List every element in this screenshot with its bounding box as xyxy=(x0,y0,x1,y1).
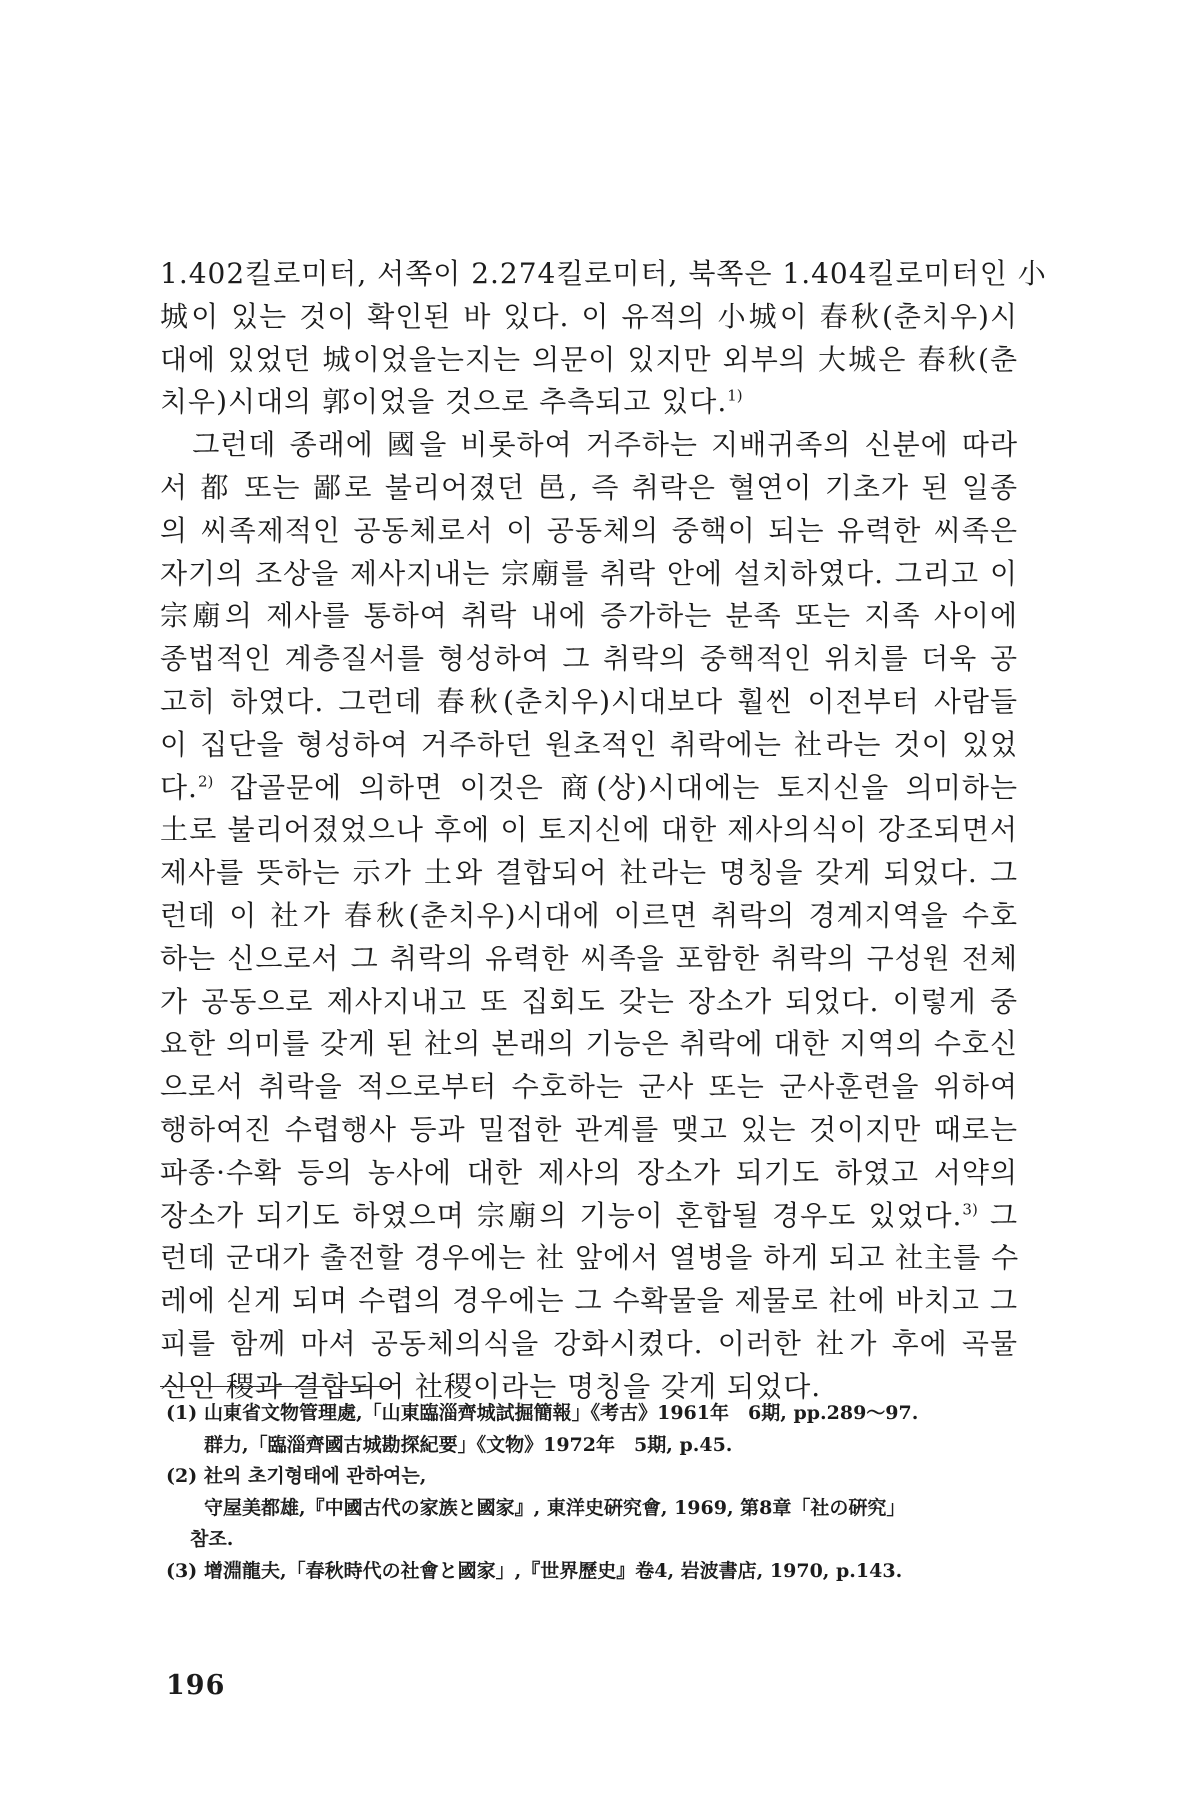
footnote-divider xyxy=(160,1386,390,1387)
text-line: 宗廟의 제사를 통하여 취락 내에 증가하는 분족 또는 지족 사이에 xyxy=(160,599,1018,633)
footnote-2-continued: 참조. xyxy=(190,1528,234,1550)
text-line: 그런데 종래에 國을 비롯하여 거주하는 지배귀족의 신분에 따라 xyxy=(160,428,1018,462)
footnote-1: (1) 山東省文物管理處,「山東臨淄齊城試掘簡報」《考古》1961年 6期, pp.289～97. xyxy=(166,1398,1018,1430)
footnote-ref: 3) xyxy=(962,1200,978,1219)
text-line: 종법적인 계층질서를 형성하여 그 취락의 중핵적인 위치를 더욱 공 xyxy=(160,642,1018,676)
text-line: 城이 있는 것이 확인된 바 있다. 이 유적의 小城이 春秋(춘치우)시 xyxy=(160,299,1018,333)
text-line: 이 집단을 형성하여 거주하던 원초적인 취락에는 社라는 것이 있었 xyxy=(160,727,1018,761)
footnote-number: (3) xyxy=(166,1559,198,1582)
text-line: 행하여진 수렵행사 등과 밀접한 관계를 맺고 있는 것이지만 때로는 xyxy=(160,1112,1018,1146)
text-line: 가 공동으로 제사지내고 또 집회도 갖는 장소가 되었다. 이렇게 중 xyxy=(160,984,1018,1018)
footnote-1-continued: 群力,「臨淄齊國古城勘探紀要」《文物》1972年 5期, p.45. xyxy=(204,1433,733,1456)
text-line: 파종·수확 등의 농사에 대한 제사의 장소가 되기도 하였고 서약의 xyxy=(160,1155,1018,1189)
text-line: 하는 신으로서 그 취락의 유력한 씨족을 포함한 취락의 구성원 전체 xyxy=(160,941,1018,975)
text-line: 土로 불리어졌었으나 후에 이 토지신에 대한 제사의식이 강조되면서 xyxy=(160,813,1018,847)
text-line: 신인 稷과 결합되어 社稷이라는 명칭을 갖게 되었다. xyxy=(160,1369,822,1403)
text-line: 1.402킬로미터, 서쪽이 2.274킬로미터, 북쪽은 1.404킬로미터인 小 xyxy=(160,257,1047,290)
text-line: 다.$^{2)}$ 갑골문에 의하면 이것은 商(상)시대에는 토지신을 의미하는 xyxy=(160,770,1018,804)
footnote-2-continued: 守屋美都雄,『中國古代の家族と國家』, 東洋史硏究會, 1969, 第8章「社の硏究」 xyxy=(204,1496,906,1519)
text-line: 서 都 또는 鄙로 불리어졌던 邑, 즉 취락은 혈연이 기초가 된 일종 xyxy=(160,470,1018,504)
footnote-ref: 1) xyxy=(727,387,743,406)
text-line: 의 씨족제적인 공동체로서 이 공동체의 중핵이 되는 유력한 씨족은 xyxy=(160,513,1018,547)
footnotes xyxy=(166,1398,1018,1587)
page-number: 196 xyxy=(166,1670,226,1701)
text-line: 치우)시대의 郭이었을 것으로 추측되고 있다.$^{1)}$ xyxy=(160,385,743,419)
text-line: 장소가 되기도 하였으며 宗廟의 기능이 혼합될 경우도 있었다.$^{3)}$ 그 xyxy=(160,1198,1018,1232)
text-line: 대에 있었던 城이었을는지는 의문이 있지만 외부의 大城은 春秋(춘 xyxy=(160,342,1018,376)
footnote-2: (2) 社의 초기형태에 관하여는, xyxy=(166,1461,1018,1493)
text-line: 으로서 취락을 적으로부터 수호하는 군사 또는 군사훈련을 위하여 xyxy=(160,1070,1018,1104)
footnote-ref: 2) xyxy=(197,772,214,791)
text-line: 레에 싣게 되며 수렵의 경우에는 그 수확물을 제물로 社에 바치고 그 xyxy=(160,1284,1018,1318)
footnote-number: (1) xyxy=(166,1402,198,1424)
text-line: 요한 의미를 갖게 된 社의 본래의 기능은 취락에 대한 지역의 수호신 xyxy=(160,1027,1018,1061)
text-line: 런데 군대가 출전할 경우에는 社 앞에서 열병을 하게 되고 社主를 수 xyxy=(160,1241,1020,1275)
body-text xyxy=(160,253,1047,1409)
footnote-3: (3) 增淵龍夫,「春秋時代の社會と國家」,『世界歷史』卷4, 岩波書店, 1970, p.143. xyxy=(166,1556,1018,1588)
text-line: 자기의 조상을 제사지내는 宗廟를 취락 안에 설치하였다. 그리고 이 xyxy=(160,556,1018,590)
footnote-number: (2) xyxy=(166,1465,198,1487)
text-line: 런데 이 社가 春秋(춘치우)시대에 이르면 취락의 경계지역을 수호 xyxy=(160,898,1018,932)
text-line: 제사를 뜻하는 示가 土와 결합되어 社라는 명칭을 갖게 되었다. 그 xyxy=(160,856,1018,890)
text-line: 고히 하였다. 그런데 春秋(춘치우)시대보다 훨씬 이전부터 사람들 xyxy=(160,684,1018,718)
text-line: 피를 함께 마셔 공동체의식을 강화시켰다. 이러한 社가 후에 곡물 xyxy=(160,1326,1018,1360)
